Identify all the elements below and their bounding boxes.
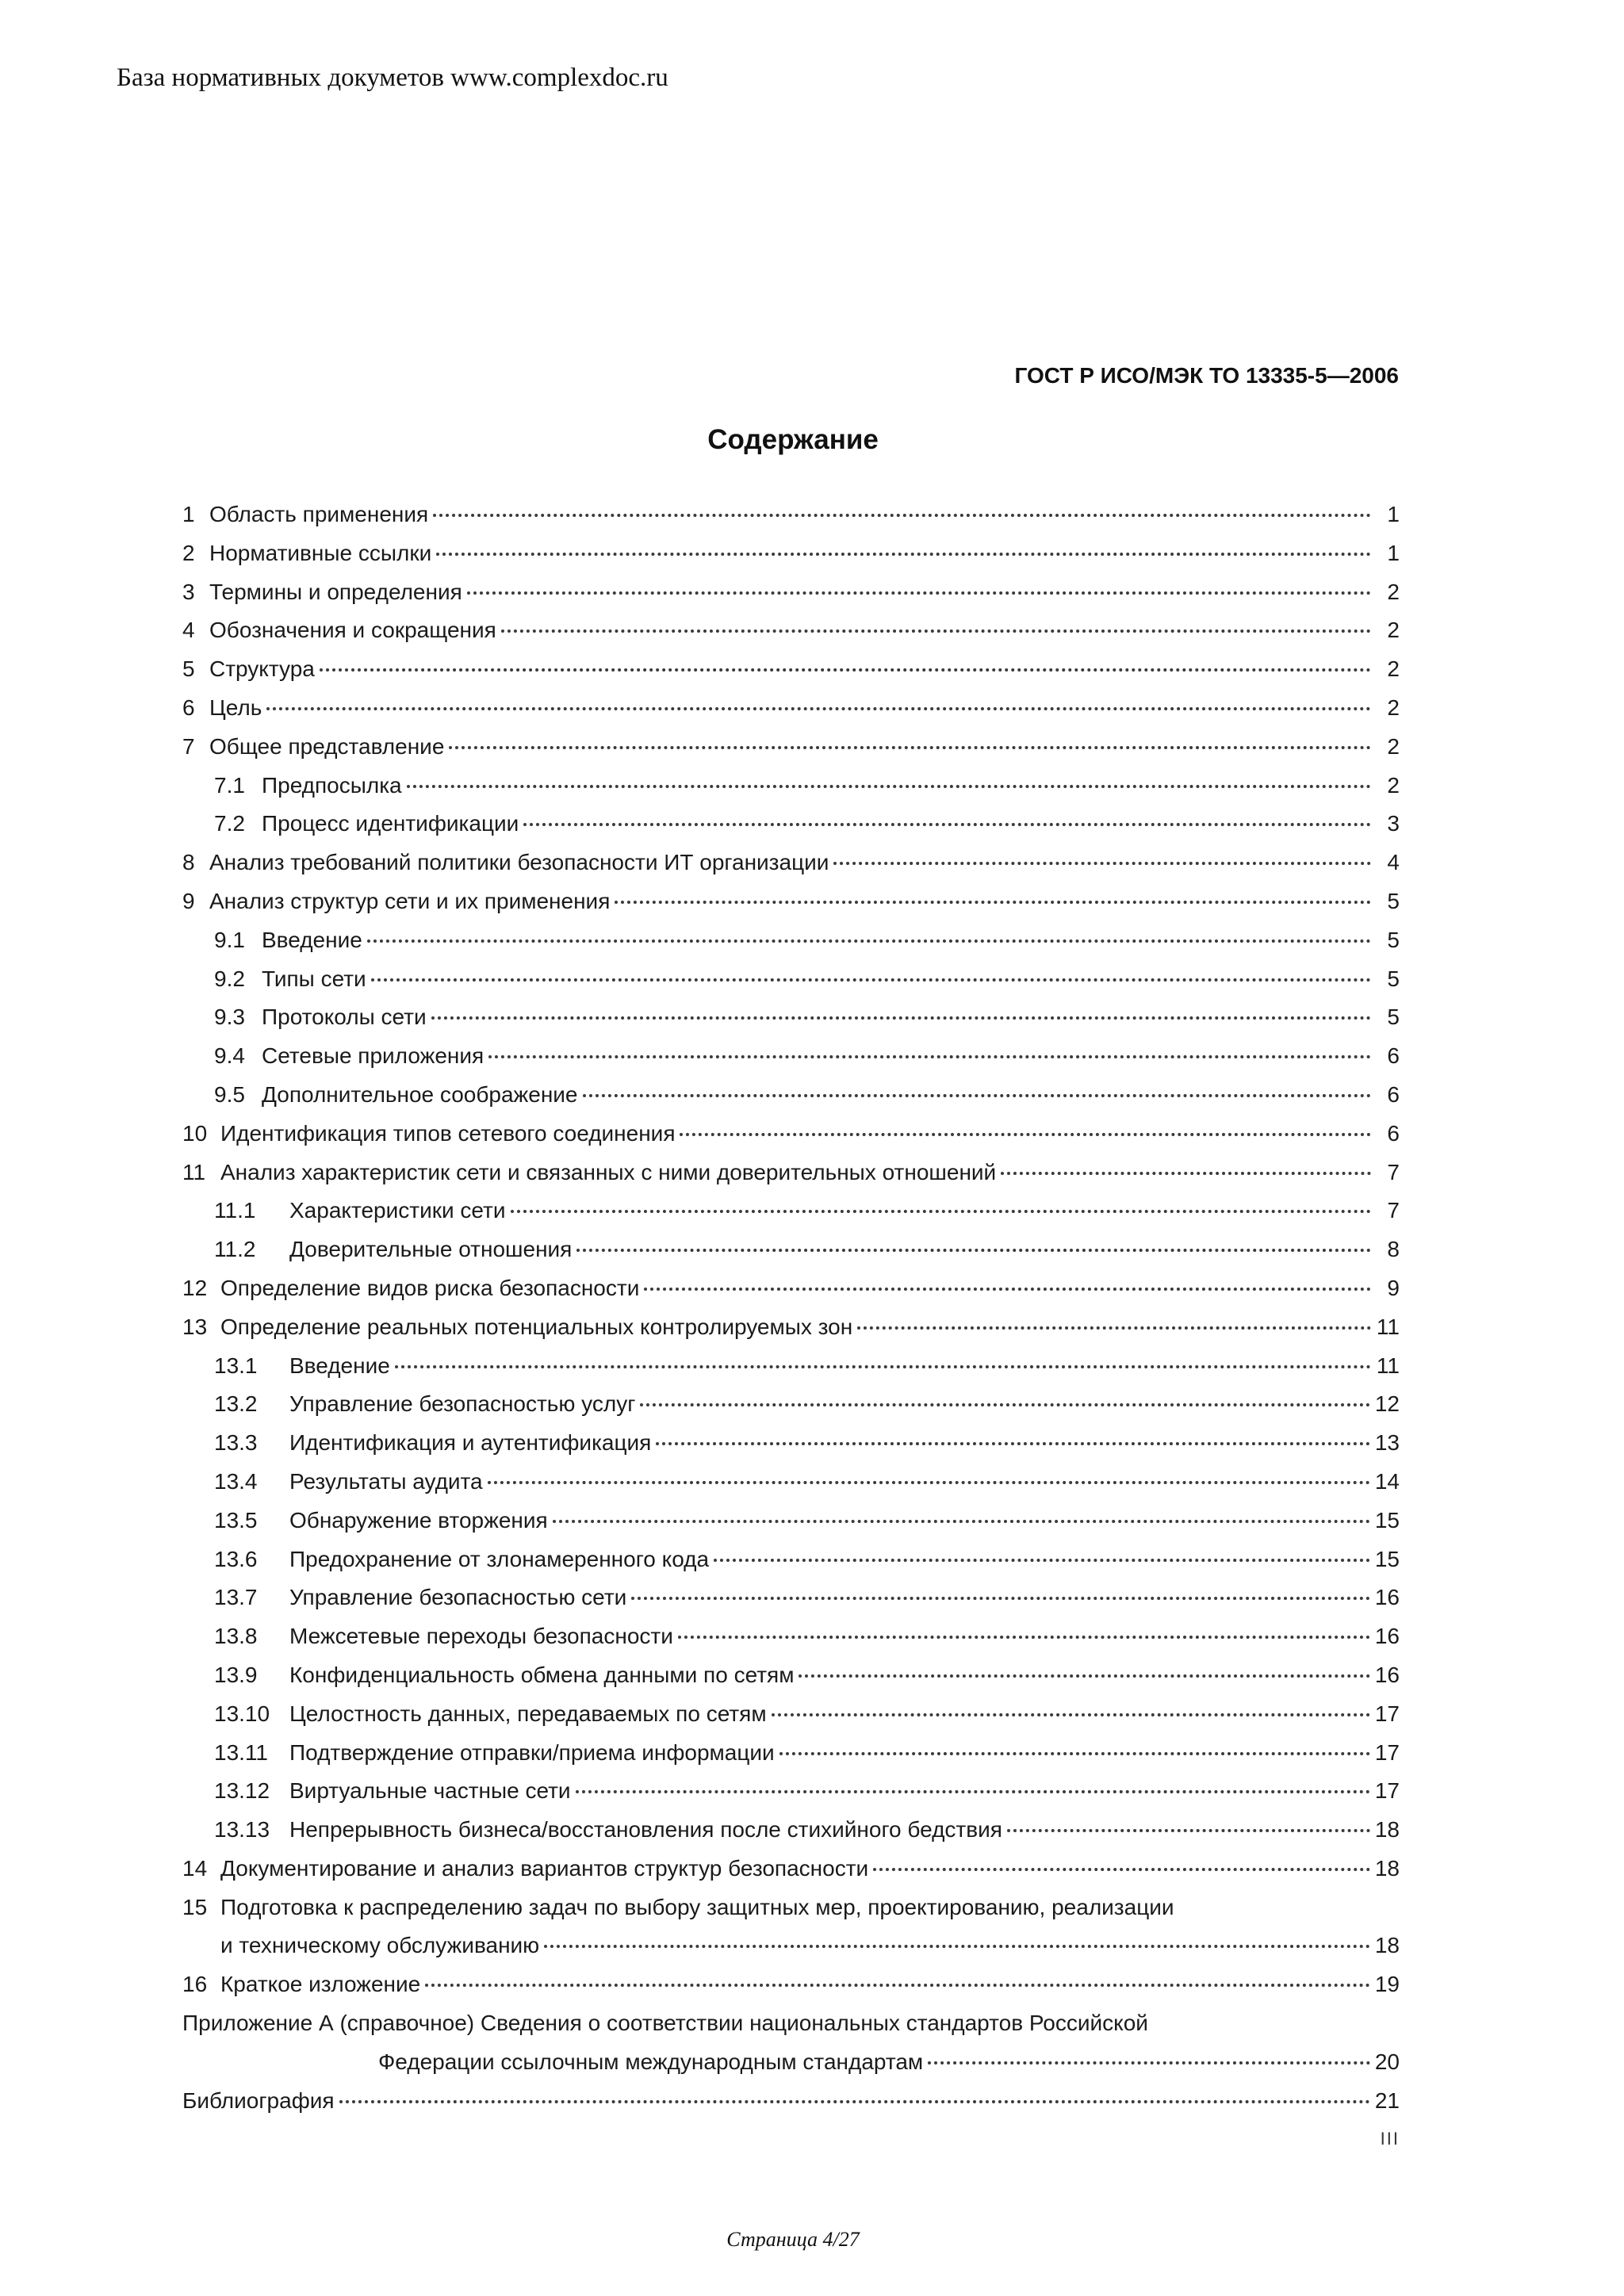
dot-leader — [339, 2100, 1370, 2103]
toc-entry-label-group — [214, 921, 362, 960]
toc-entry-page: 5 — [1387, 888, 1400, 913]
toc-entry-number: 16 — [182, 1972, 208, 1997]
dot-leader — [433, 514, 1371, 517]
toc-entry-label-group — [214, 1540, 709, 1579]
toc-entry-number: 3 — [182, 579, 195, 604]
toc-entry-label: Библиография — [182, 2087, 335, 2113]
toc-entry-page: 6 — [1387, 1081, 1400, 1107]
dot-leader — [544, 1945, 1370, 1948]
toc-entry-page: 19 — [1374, 1972, 1400, 1997]
toc-entry-number: 14 — [182, 1855, 208, 1881]
toc-entry[interactable] — [182, 998, 1400, 1037]
toc-entry-label-group — [214, 1734, 775, 1773]
toc-entry-label: Непрерывность бизнеса/восстановления после стихийного бедствия — [289, 1817, 1002, 1843]
toc-entry-number: 12 — [182, 1275, 208, 1300]
dot-leader — [488, 1481, 1370, 1484]
page-footer: Страница 4/27 — [726, 2228, 860, 2251]
dot-leader — [857, 1326, 1371, 1330]
toc-entry-number: 13.13 — [214, 1817, 270, 1843]
dot-leader — [395, 1365, 1371, 1368]
toc-entry-page: 7 — [1387, 1198, 1400, 1223]
toc-entry-page: 3 — [1387, 811, 1400, 836]
dot-leader — [772, 1713, 1370, 1716]
toc-entry-label-group — [214, 1811, 1002, 1850]
toc-entry-page: 1 — [1387, 502, 1400, 526]
toc-entry-label-group — [182, 496, 428, 534]
toc-entry-number: 9.1 — [214, 927, 245, 952]
toc-entry-label-group — [182, 1850, 868, 1888]
toc-entry-label-group — [214, 998, 427, 1037]
dot-leader — [425, 1984, 1370, 1987]
toc-entry-page: 4 — [1387, 850, 1400, 875]
toc-entry-page: 15 — [1374, 1546, 1400, 1571]
toc-entry-page: 2 — [1387, 695, 1400, 720]
toc-entry-page: 14 — [1374, 1468, 1400, 1494]
toc-entry-label: Виртуальные частные сети — [289, 1778, 571, 1804]
toc-entry-label: Подготовка к распределению задач по выбору защитных мер, проектированию, реализации — [220, 1894, 1174, 1919]
toc-entry-label-group — [214, 767, 402, 806]
toc-entry-label-group — [214, 1656, 794, 1695]
toc-entry[interactable] — [182, 534, 1400, 573]
toc-entry-label-group — [182, 534, 431, 573]
dot-leader — [615, 901, 1371, 904]
dot-leader — [680, 1133, 1371, 1136]
toc-entry-page: 18 — [1374, 1817, 1400, 1843]
toc-entry[interactable] — [182, 1502, 1400, 1540]
toc-entry-number: 11.1 — [214, 1198, 256, 1223]
toc-entry-page: 18 — [1374, 1855, 1400, 1881]
toc-entry-label: Структура — [209, 656, 315, 682]
toc-entry[interactable] — [182, 1115, 1400, 1154]
toc-entry-label-group — [214, 960, 366, 999]
toc-entry[interactable] — [182, 1192, 1400, 1230]
dot-leader — [449, 746, 1371, 749]
dot-leader — [833, 862, 1371, 865]
toc-entry-page: 15 — [1374, 1507, 1400, 1533]
toc-entry-label-group — [182, 1115, 675, 1154]
dot-leader — [266, 707, 1371, 710]
toc-entry-label: Документирование и анализ вариантов структур безопасности — [220, 1855, 869, 1881]
toc-entry-label: Подтверждение отправки/приема информации — [289, 1739, 775, 1765]
toc-entry-number: 13.6 — [214, 1546, 258, 1571]
toc-entry[interactable] — [182, 805, 1400, 844]
toc-entry-label: Типы сети — [262, 966, 366, 991]
toc-entry[interactable] — [182, 844, 1400, 882]
dot-leader — [407, 785, 1371, 788]
toc-entry[interactable] — [182, 1424, 1400, 1463]
toc-entry-label: Сетевые приложения — [262, 1043, 485, 1069]
toc-entry-label-group — [214, 1037, 484, 1076]
toc-entry-page: 16 — [1374, 1624, 1400, 1649]
toc-entry-label: Целостность данных, передаваемых по сетям — [289, 1701, 767, 1726]
toc-entry-page: 2 — [1387, 656, 1400, 682]
dot-leader — [640, 1403, 1369, 1406]
toc-entry[interactable] — [182, 960, 1400, 999]
toc-entry[interactable] — [182, 1269, 1400, 1308]
toc-entry-page: 2 — [1387, 772, 1400, 798]
toc-entry[interactable] — [182, 1540, 1400, 1579]
toc-entry[interactable] — [182, 1037, 1400, 1076]
toc-entry-label-group — [214, 1192, 506, 1230]
dot-leader — [1001, 1172, 1371, 1175]
dot-leader — [678, 1636, 1370, 1639]
toc-entry-number: 7.1 — [214, 772, 245, 798]
toc-entry-page: 11 — [1376, 1314, 1400, 1339]
toc-entry-number: 8 — [182, 850, 195, 875]
toc-entry-page: 5 — [1387, 927, 1400, 952]
toc-entry-number: 5 — [182, 656, 195, 682]
toc-entry-label-group — [182, 1308, 852, 1347]
toc-entry-number: 13.9 — [214, 1662, 258, 1687]
toc-entry-number: 15 — [182, 1894, 208, 1919]
toc-entry[interactable] — [182, 611, 1400, 650]
toc-entry-page: 11 — [1376, 1353, 1400, 1378]
toc-entry-number: 2 — [182, 540, 195, 565]
toc-entry-number: 6 — [182, 695, 195, 720]
toc-entry-page: 8 — [1387, 1237, 1400, 1262]
dot-leader — [553, 1520, 1370, 1523]
toc-entry-page: 21 — [1374, 2087, 1400, 2113]
toc-title: Содержание — [707, 424, 879, 455]
toc-entry-label-group — [214, 1695, 767, 1734]
toc-entry-page: 6 — [1387, 1043, 1400, 1069]
toc-entry-label: Процесс идентификации — [262, 811, 519, 836]
toc-entry-label-group — [214, 1076, 578, 1115]
dot-leader — [511, 1210, 1372, 1213]
toc-entry-label-group — [182, 1269, 639, 1308]
toc-entry-number: 11.2 — [214, 1237, 256, 1262]
toc-entry-label: Идентификация и аутентификация — [289, 1430, 652, 1456]
toc-entry-label-group — [214, 1463, 483, 1502]
toc-entry-label-group — [214, 1502, 548, 1540]
toc-entry[interactable] — [182, 1656, 1400, 1695]
toc-entry-label: Идентификация типов сетевого соединения — [220, 1120, 676, 1146]
toc-entry[interactable] — [182, 1578, 1400, 1617]
toc-entry-page: 20 — [1374, 2049, 1400, 2074]
toc-entry-number: 13.1 — [214, 1353, 258, 1378]
toc-entry-number: 13.5 — [214, 1507, 258, 1533]
toc-entry-label-group — [182, 728, 444, 767]
dot-leader — [656, 1442, 1370, 1445]
toc-entry-label-group — [214, 1347, 390, 1386]
toc-entry-appendix[interactable] — [182, 2004, 1400, 2082]
toc-entry-label: Предохранение от злонамеренного кода — [289, 1546, 710, 1571]
toc-entry-page: 18 — [1374, 1933, 1400, 1958]
toc-entry-label: Цель — [209, 695, 262, 720]
toc-entry[interactable] — [182, 573, 1400, 612]
toc-entry-page: 17 — [1374, 1739, 1400, 1765]
table-of-contents — [182, 496, 1400, 2120]
toc-entry-label-group — [214, 1772, 571, 1811]
toc-entry-label-group — [182, 1154, 996, 1192]
toc-entry[interactable] — [182, 1734, 1400, 1773]
toc-entry-number: 7 — [182, 733, 195, 759]
toc-entry-number: 9.4 — [214, 1043, 245, 1069]
dot-leader — [644, 1288, 1371, 1291]
dot-leader — [576, 1249, 1371, 1252]
dot-leader — [501, 629, 1371, 633]
toc-entry-label-continued: и техническому обслуживанию — [220, 1933, 540, 1958]
toc-entry-page: 2 — [1387, 579, 1400, 604]
toc-entry[interactable] — [182, 767, 1400, 806]
toc-entry[interactable] — [182, 689, 1400, 728]
toc-entry[interactable] — [182, 1772, 1400, 1811]
toc-entry-label-group — [182, 573, 462, 612]
toc-entry-label-group — [214, 1385, 635, 1424]
toc-entry[interactable] — [182, 1385, 1400, 1424]
toc-entry-label: Межсетевые переходы безопасности — [289, 1624, 673, 1649]
toc-entry-label: Управление безопасностью услуг — [289, 1391, 636, 1417]
toc-entry-label: Анализ структур сети и их применения — [209, 888, 611, 913]
dot-leader — [873, 1868, 1370, 1871]
toc-entry-page: 9 — [1387, 1275, 1400, 1300]
toc-entry-label-group — [182, 650, 315, 689]
roman-page-number: III — [1380, 2129, 1400, 2149]
toc-entry-label-group — [182, 844, 829, 882]
dot-leader — [576, 1790, 1370, 1793]
dot-leader — [523, 823, 1371, 826]
site-header: База нормативных докуметов www.complexdoc.ru — [117, 63, 668, 92]
toc-entry-number: 9.2 — [214, 966, 245, 991]
toc-entry-label: Нормативные ссылки — [209, 540, 432, 565]
dot-leader — [320, 668, 1371, 672]
toc-entry-number: 9.5 — [214, 1081, 245, 1107]
toc-entry-label: Доверительные отношения — [289, 1237, 573, 1262]
dot-leader — [583, 1094, 1372, 1097]
toc-entry-number: 9.3 — [214, 1004, 245, 1030]
toc-entry-number: 13.2 — [214, 1391, 258, 1417]
toc-entry-label: Обнаружение вторжения — [289, 1507, 548, 1533]
toc-entry-label: Введение — [262, 927, 362, 952]
toc-entry-label-group — [214, 1617, 673, 1656]
toc-entry-label-group — [214, 805, 519, 844]
toc-entry-label-group — [214, 1578, 626, 1617]
toc-main-entries — [182, 496, 1400, 1888]
toc-entry[interactable] — [182, 1308, 1400, 1347]
toc-entry[interactable] — [182, 1695, 1400, 1734]
toc-entry-number: 13.10 — [214, 1701, 270, 1726]
toc-entry-number: 13.4 — [214, 1468, 258, 1494]
dot-leader — [714, 1559, 1370, 1562]
toc-entry-page: 5 — [1387, 966, 1400, 991]
toc-entry-label: Общее представление — [209, 733, 445, 759]
toc-entry[interactable] — [182, 921, 1400, 960]
toc-entry-number: 13.11 — [214, 1739, 268, 1765]
toc-entry[interactable] — [182, 728, 1400, 767]
toc-entry-number: 13.12 — [214, 1778, 270, 1804]
toc-entry-number: 13 — [182, 1314, 208, 1339]
toc-entry-label: Область применения — [209, 502, 429, 526]
toc-entry-page: 16 — [1374, 1662, 1400, 1687]
toc-entry-label: Результаты аудита — [289, 1468, 483, 1494]
toc-entry[interactable] — [182, 1347, 1400, 1386]
toc-entry-number: 1 — [182, 502, 195, 526]
dot-leader — [431, 1016, 1371, 1020]
toc-entry-label: Определение реальных потенциальных контролируемых зон — [220, 1314, 853, 1339]
dot-leader — [488, 1055, 1371, 1058]
document-code: ГОСТ Р ИСО/МЭК ТО 13335-5—2006 — [1014, 363, 1399, 388]
toc-entry-label-group — [182, 611, 496, 650]
toc-entry-number: 4 — [182, 618, 195, 643]
toc-entry-label: Обозначения и сокращения — [209, 618, 496, 643]
toc-entry[interactable] — [182, 1154, 1400, 1192]
toc-entry-bibliography[interactable] — [182, 2082, 1400, 2121]
toc-tail-entries — [182, 1965, 1400, 2004]
toc-entry-page: 7 — [1387, 1159, 1400, 1184]
toc-entry-label-group — [182, 1965, 420, 2004]
toc-entry[interactable] — [182, 1076, 1400, 1115]
toc-entry-label: Термины и определения — [209, 579, 462, 604]
toc-entry-label: Анализ характеристик сети и связанных с ними доверительных отношений — [220, 1159, 997, 1184]
toc-entry[interactable] — [182, 1463, 1400, 1502]
toc-entry-label-group — [182, 882, 610, 921]
toc-entry-number: 7.2 — [214, 811, 245, 836]
toc-entry-label: Характеристики сети — [289, 1198, 506, 1223]
toc-entry-label-group — [214, 1230, 572, 1269]
toc-entry-page: 5 — [1387, 1004, 1400, 1030]
toc-entry-label: Определение видов риска безопасности — [220, 1275, 640, 1300]
toc-entry[interactable] — [182, 1965, 1400, 2004]
toc-entry[interactable] — [182, 1850, 1400, 1888]
toc-entry-number: 10 — [182, 1120, 208, 1146]
toc-entry-label-group — [214, 1424, 651, 1463]
dot-leader — [367, 939, 1371, 943]
dot-leader — [779, 1752, 1370, 1755]
toc-entry-page: 1 — [1387, 540, 1400, 565]
toc-entry-page: 17 — [1374, 1778, 1400, 1804]
dot-leader — [928, 2061, 1370, 2064]
toc-entry[interactable] — [182, 1230, 1400, 1269]
toc-entry-label: Конфиденциальность обмена данными по сетям — [289, 1662, 795, 1687]
toc-entry-number: 13.7 — [214, 1585, 258, 1610]
toc-entry-page: 16 — [1374, 1585, 1400, 1610]
toc-entry[interactable] — [182, 882, 1400, 921]
toc-entry-label: Предпосылка — [262, 772, 402, 798]
toc-entry-number: 13.3 — [214, 1430, 258, 1456]
dot-leader — [371, 978, 1371, 982]
toc-entry-page: 6 — [1387, 1120, 1400, 1146]
appendix-title-continued: Федерации ссылочным международным стандартам — [378, 2049, 924, 2074]
toc-entry-label: Введение — [289, 1353, 390, 1378]
toc-entry-number: 13.8 — [214, 1624, 258, 1649]
toc-entry-page: 2 — [1387, 618, 1400, 643]
toc-entry-page: 2 — [1387, 733, 1400, 759]
toc-entry-label: Краткое изложение — [220, 1972, 421, 1997]
dot-leader — [467, 591, 1371, 595]
dot-leader — [631, 1597, 1370, 1600]
toc-entry-label: Протоколы сети — [262, 1004, 427, 1030]
toc-entry-label: Дополнительное соображение — [262, 1081, 578, 1107]
toc-entry[interactable] — [182, 1617, 1400, 1656]
dot-leader — [436, 553, 1371, 556]
toc-entry-page: 12 — [1374, 1391, 1400, 1417]
toc-entry[interactable] — [182, 496, 1400, 534]
toc-entry-page: 17 — [1374, 1701, 1400, 1726]
toc-entry-page: 13 — [1374, 1430, 1400, 1456]
toc-entry-number: 9 — [182, 888, 195, 913]
toc-entry-wrapped[interactable] — [182, 1888, 1400, 1966]
toc-entry[interactable] — [182, 650, 1400, 689]
dot-leader — [799, 1674, 1369, 1678]
appendix-title: Приложение А (справочное) Сведения о соответствии национальных стандартов Российской — [182, 2011, 1148, 2036]
toc-entry-number: 11 — [182, 1159, 206, 1184]
toc-entry[interactable] — [182, 1811, 1400, 1850]
toc-entry-label-group — [182, 689, 262, 728]
toc-entry-label: Анализ требований политики безопасности ИТ организации — [209, 850, 829, 875]
toc-entry-label: Управление безопасностью сети — [289, 1585, 627, 1610]
dot-leader — [1007, 1829, 1370, 1832]
